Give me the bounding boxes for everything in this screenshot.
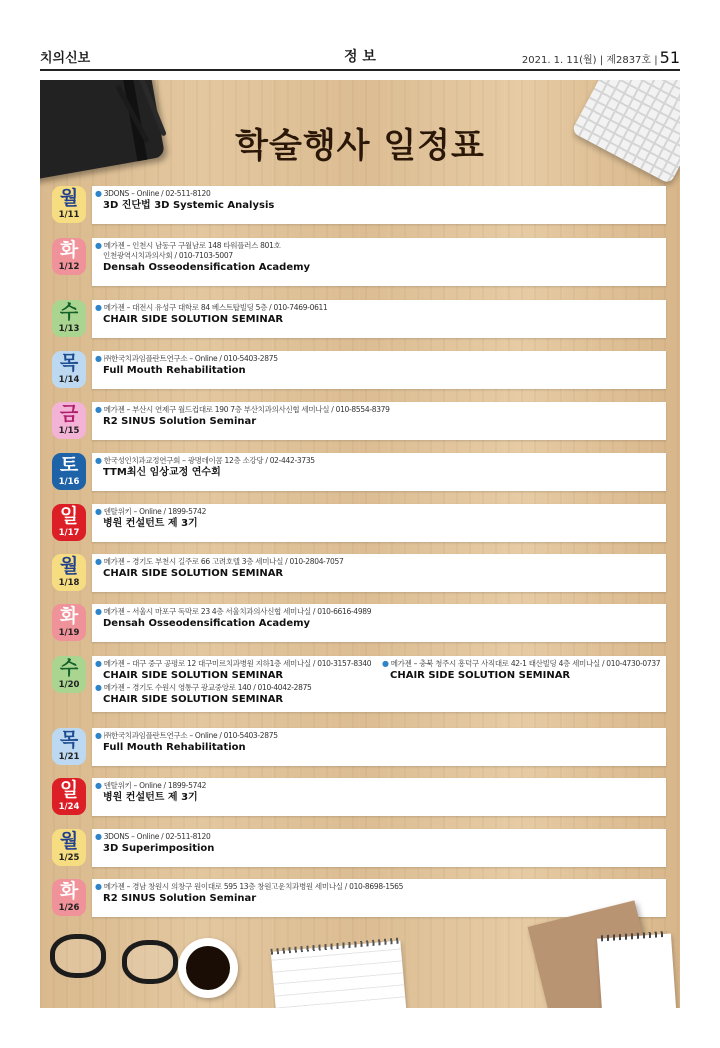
masthead: [40, 44, 680, 68]
date: 1/16: [58, 477, 80, 487]
schedule-row: [52, 778, 666, 816]
day-badge: [52, 504, 86, 541]
date: 1/17: [58, 528, 80, 538]
spiral-notepad-decoration: [271, 940, 407, 1008]
weekday: 일: [59, 779, 79, 801]
event-box: [92, 604, 666, 642]
event-name: TTM최신 임상교정 연수회: [103, 467, 221, 478]
weekday: 월: [59, 830, 79, 852]
event-info: ● 메가젠 – 경기도 수원시 영통구 광교중앙로 140 / 010-4042-2875: [95, 683, 312, 693]
event: [95, 557, 343, 581]
schedule-board: [40, 80, 680, 1008]
issue-info: [522, 48, 680, 67]
date: 1/24: [58, 802, 80, 812]
glasses-decoration: [48, 926, 188, 988]
event: [382, 659, 660, 683]
weekday: 토: [59, 454, 79, 476]
schedule-row: [52, 604, 666, 642]
schedule-row: [52, 728, 666, 766]
event: [95, 303, 328, 327]
date: 1/11: [58, 210, 80, 220]
event-info: ● 한국성인치과교정연구회 – 광명데이콤 12층 소강당 / 02-442-3735: [95, 456, 315, 466]
event-info: ● ㈜한국치과임플란트연구소 – Online / 010-5403-2875: [95, 731, 278, 741]
date: 1/18: [58, 578, 80, 588]
event-name: Full Mouth Rehabilitation: [103, 365, 246, 376]
event-info: ● 덴탈위키 – Online / 1899-5742: [95, 507, 206, 517]
date: 1/25: [58, 853, 80, 863]
weekday: 일: [59, 505, 79, 527]
schedule-row: [52, 829, 666, 867]
event: [95, 456, 315, 480]
weekday: 목: [59, 729, 79, 751]
day-badge: [52, 728, 86, 765]
day-badge: [52, 656, 86, 693]
schedule-row: [52, 402, 666, 440]
event-name: 병원 컨설턴트 제 3기: [103, 792, 198, 803]
day-badge: [52, 879, 86, 916]
event: [95, 659, 371, 683]
event-name: CHAIR SIDE SOLUTION SEMINAR: [390, 670, 571, 681]
day-badge: [52, 604, 86, 641]
date: 1/15: [58, 426, 80, 436]
event: [95, 882, 403, 906]
header-rule: [40, 69, 680, 71]
page-title: 학술행사 일정표: [235, 126, 485, 166]
date: 1/12: [58, 262, 80, 272]
day-badge: [52, 238, 86, 275]
event-box: [92, 879, 666, 917]
event: [95, 354, 278, 378]
schedule-row: [52, 351, 666, 389]
event-name: 병원 컨설턴트 제 3기: [103, 518, 198, 529]
newspaper-name: 치의신보: [40, 51, 91, 66]
day-badge: [52, 351, 86, 388]
event-info: ● 메가젠 – 경남 창원시 의창구 원이대로 595 13층 창원고운치과병원 세미나실 / 010-8698-1565: [95, 882, 403, 892]
day-badge: [52, 554, 86, 591]
date: 1/13: [58, 324, 80, 334]
event-box: [92, 656, 666, 712]
weekday: 금: [59, 403, 79, 425]
event-info: ● 메가젠 – 대전시 유성구 대학로 84 베스트탑빌딩 5층 / 010-7469-0611: [95, 303, 328, 313]
event-info: ● 3DONS – Online / 02-511-8120: [95, 189, 274, 199]
event-name: CHAIR SIDE SOLUTION SEMINAR: [103, 568, 284, 579]
event-info: ● 메가젠 – 인천시 남동구 구월남로 148 타워플러스 801호: [95, 241, 310, 251]
weekday: 화: [59, 605, 79, 627]
weekday: 수: [59, 301, 79, 323]
event-name: R2 SINUS Solution Seminar: [103, 416, 257, 427]
event-box: [92, 402, 666, 440]
date: 1/26: [58, 903, 80, 913]
event: [95, 731, 278, 755]
event-box: [92, 238, 666, 286]
event: [95, 683, 312, 707]
event-name: CHAIR SIDE SOLUTION SEMINAR: [103, 670, 284, 681]
event-info: ● 3DONS – Online / 02-511-8120: [95, 832, 214, 842]
event-box: [92, 778, 666, 816]
day-badge: [52, 186, 86, 223]
weekday: 화: [59, 239, 79, 261]
event-name: Densah Osseodensification Academy: [103, 618, 311, 629]
event-box: [92, 186, 666, 224]
issue-date: 2021. 1. 11(월) | 제2837호 |: [521, 55, 658, 66]
event-info: ● 메가젠 – 충북 청주시 흥덕구 사직대로 42-1 태산빌딩 4층 세미나실 / 010-4730-0737: [382, 659, 660, 669]
page-number: 51: [659, 48, 680, 67]
event-box: [92, 300, 666, 338]
event-name: R2 SINUS Solution Seminar: [103, 893, 257, 904]
event-info: ● 메가젠 – 부산시 연제구 월드컵대로 190 7층 부산치과의사신협 세미나실 / 010-8554-8379: [95, 405, 390, 415]
event-box: [92, 453, 666, 491]
event-info-line2: 인천광역시치과의사회 / 010-7103-5007: [103, 251, 233, 260]
event: [95, 781, 206, 805]
event-name: Full Mouth Rehabilitation: [103, 742, 246, 753]
notepad-white-decoration: [597, 934, 677, 1008]
event-box: [92, 351, 666, 389]
event-name: 3D Superimposition: [103, 843, 215, 854]
date: 1/20: [58, 680, 80, 690]
event-box: [92, 504, 666, 542]
schedule-row: [52, 504, 666, 542]
event: [95, 607, 371, 631]
day-badge: [52, 778, 86, 815]
event: [95, 241, 310, 275]
event-info: ● 메가젠 – 경기도 부천시 길주로 66 고려호텔 3층 세미나실 / 010-2804-7057: [95, 557, 343, 567]
schedule-row: [52, 453, 666, 491]
event: [95, 189, 274, 213]
date: 1/21: [58, 752, 80, 762]
day-badge: [52, 402, 86, 439]
coffee-cup-decoration: [178, 938, 238, 998]
section-name: 정 보: [344, 49, 376, 65]
event-info: ● 메가젠 – 대구 중구 공평로 12 대구미르치과병원 지하1층 세미나실 / 010-3157-8340: [95, 659, 371, 669]
schedule-row: [52, 554, 666, 592]
event-info: ● 메가젠 – 서울시 마포구 독막로 23 4층 서울치과의사신협 세미나실 / 010-6616-4989: [95, 607, 371, 617]
event-info: ● ㈜한국치과임플란트연구소 – Online / 010-5403-2875: [95, 354, 278, 364]
event-name: CHAIR SIDE SOLUTION SEMINAR: [103, 694, 284, 705]
day-badge: [52, 300, 86, 337]
event-name: Densah Osseodensification Academy: [103, 262, 311, 273]
event-box: [92, 829, 666, 867]
event-box: [92, 728, 666, 766]
schedule-row: [52, 300, 666, 338]
schedule-row: [52, 656, 666, 712]
schedule-row: [52, 238, 666, 286]
event: [95, 832, 214, 856]
event-name: 3D 진단법 3D Systemic Analysis: [103, 200, 275, 211]
day-badge: [52, 829, 86, 866]
weekday: 목: [59, 352, 79, 374]
event: [95, 507, 206, 531]
weekday: 수: [59, 657, 79, 679]
schedule-row: [52, 186, 666, 224]
event-box: [92, 554, 666, 592]
schedule-row: [52, 879, 666, 917]
weekday: 월: [59, 187, 79, 209]
event-info: ● 덴탈위키 – Online / 1899-5742: [95, 781, 206, 791]
event-name: CHAIR SIDE SOLUTION SEMINAR: [103, 314, 284, 325]
day-badge: [52, 453, 86, 490]
weekday: 월: [59, 555, 79, 577]
date: 1/14: [58, 375, 80, 385]
weekday: 화: [59, 880, 79, 902]
date: 1/19: [58, 628, 80, 638]
event: [95, 405, 390, 429]
